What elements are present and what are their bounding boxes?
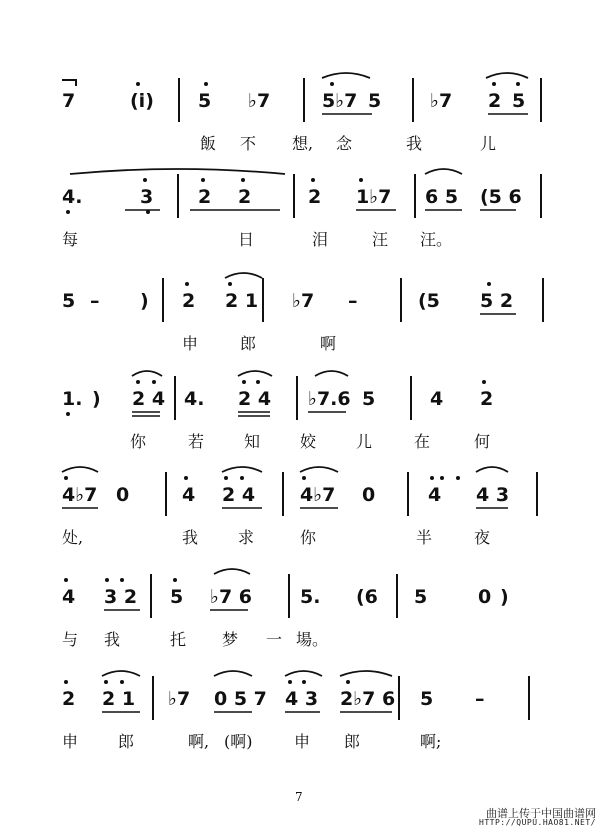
note: 2: [488, 90, 502, 112]
octave-dot: [516, 82, 520, 86]
lyric: 若: [188, 432, 205, 451]
lyric: 姣: [300, 432, 317, 451]
lyric: 申: [182, 334, 199, 353]
octave-dot: [143, 178, 147, 182]
page-number: 7: [295, 790, 303, 804]
octave-dot: [288, 680, 292, 684]
note: 5: [512, 90, 526, 112]
octave-dot: [359, 178, 363, 182]
octave-dot: [302, 476, 306, 480]
octave-dot: [105, 578, 109, 582]
slur: [214, 671, 252, 676]
slur: [425, 169, 462, 174]
barline: [400, 278, 402, 322]
lyric: 何: [474, 432, 491, 451]
note: 4: [430, 388, 444, 410]
note: 4.: [184, 388, 205, 410]
barline: [162, 278, 164, 322]
note: 0 5 7: [214, 688, 267, 710]
lyric: 你: [130, 432, 147, 451]
note: ♭7 6: [210, 586, 253, 608]
octave-dot: [66, 412, 70, 416]
octave-dot: [346, 680, 350, 684]
lyric: 我: [182, 528, 199, 547]
barline: [540, 174, 542, 218]
slur: [225, 273, 262, 278]
note: (6: [356, 586, 378, 608]
note: (5 6: [480, 186, 522, 208]
lyric: 儿: [356, 432, 373, 451]
octave-dot: [185, 282, 189, 286]
octave-dot: [456, 476, 460, 480]
barline: [540, 78, 542, 122]
note: ♭7: [168, 688, 191, 710]
octave-dot: [64, 476, 68, 480]
lyric: 夜: [474, 528, 491, 547]
note: 2: [480, 388, 494, 410]
slur: [62, 467, 98, 472]
barline: [282, 472, 284, 516]
watermark-url: HTTP://QUPU.HAO81.NET/: [479, 818, 596, 827]
note: (i): [130, 90, 154, 112]
note: ♭7: [430, 90, 453, 112]
lyric: 汪。: [420, 230, 453, 249]
note: 1♭7: [356, 186, 392, 208]
lyric: 啊;: [420, 732, 442, 751]
lyric: 一: [266, 630, 283, 649]
octave-dot: [64, 578, 68, 582]
lyric: 处,: [62, 528, 84, 547]
note: 2 4: [222, 484, 256, 506]
octave-dot: [240, 476, 244, 480]
note: 5.: [300, 586, 321, 608]
lyric: 念: [336, 134, 353, 153]
barline: [150, 574, 152, 618]
lyric: 啊,: [188, 732, 210, 751]
note: 2 1: [102, 688, 136, 710]
note: –: [348, 290, 358, 312]
octave-dot: [241, 178, 245, 182]
lyric: 你: [300, 528, 317, 547]
barline: [262, 278, 264, 322]
barline: [293, 174, 295, 218]
slur: [340, 671, 392, 676]
note: 4: [428, 484, 442, 506]
lyric: (啊): [224, 732, 253, 751]
note: 7: [62, 90, 76, 112]
note: 2 4: [238, 388, 272, 410]
barline: [542, 278, 544, 322]
octave-dot: [487, 282, 491, 286]
note: ♭7.6: [308, 388, 351, 410]
slur: [214, 569, 250, 574]
note: 5: [362, 388, 376, 410]
octave-dot: [492, 82, 496, 86]
note: (5: [418, 290, 440, 312]
lyric: 求: [238, 528, 255, 547]
note: 4.: [62, 186, 83, 208]
note: 0: [478, 586, 492, 608]
note: 2: [198, 186, 212, 208]
note: ): [92, 388, 101, 410]
octave-dot: [184, 476, 188, 480]
note: 4: [62, 586, 76, 608]
slur: [486, 73, 528, 78]
octave-dot: [173, 578, 177, 582]
note: –: [90, 290, 100, 312]
note: –: [475, 688, 485, 710]
note: 4 3: [285, 688, 319, 710]
barline: [536, 472, 538, 516]
barline: [177, 174, 179, 218]
note: 5: [198, 90, 212, 112]
octave-dot: [224, 476, 228, 480]
lyric: 半: [416, 528, 433, 547]
octave-dot: [430, 476, 434, 480]
lyric: 我: [406, 134, 423, 153]
note: 5: [62, 290, 76, 312]
lyric: 我: [104, 630, 121, 649]
note: 3: [140, 186, 154, 208]
note: 2 4: [132, 388, 166, 410]
phrase-mark: [62, 80, 76, 86]
lyric: 啊: [320, 334, 337, 353]
lyric: 飯: [200, 134, 217, 153]
slur: [285, 671, 322, 676]
note: 0: [116, 484, 130, 506]
note: 5: [414, 586, 428, 608]
octave-dot: [242, 380, 246, 384]
note: ♭7: [248, 90, 271, 112]
note: 5: [420, 688, 434, 710]
lyric: 申: [62, 732, 79, 751]
lyric: 泪: [312, 230, 329, 249]
note: 0: [362, 484, 376, 506]
note: 4 3: [476, 484, 510, 506]
slur: [102, 671, 140, 676]
octave-dot: [104, 680, 108, 684]
barline: [152, 676, 154, 720]
barline: [165, 472, 167, 516]
octave-dot: [201, 178, 205, 182]
lyric: 托: [170, 630, 187, 649]
note: 1.: [62, 388, 83, 410]
note: 4♭7: [300, 484, 336, 506]
note: 5: [368, 90, 382, 112]
lyric: 与: [62, 630, 79, 649]
lyric: 知: [244, 432, 261, 451]
octave-dot: [330, 82, 334, 86]
slur: [476, 467, 508, 472]
octave-dot: [482, 380, 486, 384]
lyric: 申: [294, 732, 311, 751]
note: 2: [182, 290, 196, 312]
octave-dot: [152, 380, 156, 384]
note: 2: [308, 186, 322, 208]
lyric: 每: [62, 230, 79, 249]
octave-dot: [311, 178, 315, 182]
note: 3 2: [104, 586, 138, 608]
lyric: 儿: [480, 134, 497, 153]
barline: [396, 574, 398, 618]
barline: [296, 376, 298, 420]
octave-dot: [204, 82, 208, 86]
barline: [303, 78, 305, 122]
lyric: 郎: [344, 732, 361, 751]
barline: [178, 78, 180, 122]
barline: [410, 376, 412, 420]
octave-dot: [136, 380, 140, 384]
octave-dot: [302, 680, 306, 684]
note: 5: [170, 586, 184, 608]
lyric: 在: [414, 432, 431, 451]
octave-dot: [120, 578, 124, 582]
octave-dot: [66, 210, 70, 214]
note: 2♭7 6: [340, 688, 396, 710]
note: 2: [238, 186, 252, 208]
note: 5♭7: [322, 90, 358, 112]
slur: [300, 467, 338, 472]
note: 4: [182, 484, 196, 506]
barline: [174, 376, 176, 420]
lyric: 郎: [118, 732, 135, 751]
barline: [407, 472, 409, 516]
note: ♭7: [292, 290, 315, 312]
octave-dot: [228, 282, 232, 286]
note: 4♭7: [62, 484, 98, 506]
note: ): [140, 290, 149, 312]
barline: [528, 676, 530, 720]
barline: [288, 574, 290, 618]
note: ): [500, 586, 509, 608]
lyric: 汪: [372, 230, 389, 249]
watermark-site: 曲谱上传于中国曲谱网: [486, 807, 596, 820]
slur: [238, 371, 272, 376]
lyric: 不: [240, 134, 257, 153]
note: 5 2: [480, 290, 514, 312]
octave-dot: [440, 476, 444, 480]
barline: [398, 676, 400, 720]
note: 2: [62, 688, 76, 710]
slur: [222, 467, 262, 472]
octave-dot: [136, 82, 140, 86]
note: 6 5: [425, 186, 459, 208]
lyric: 場。: [296, 630, 329, 649]
lyric: 日: [238, 230, 255, 249]
octave-dot: [256, 380, 260, 384]
lyric: 郎: [240, 334, 257, 353]
octave-dot: [120, 680, 124, 684]
slur: [322, 73, 370, 78]
barline: [414, 174, 416, 218]
barline: [412, 78, 414, 122]
lyric: 梦: [222, 630, 239, 649]
note: 2 1: [225, 290, 259, 312]
lyric: 想,: [292, 134, 314, 153]
octave-dot: [64, 680, 68, 684]
slur: [132, 371, 162, 376]
slur: [315, 371, 348, 376]
